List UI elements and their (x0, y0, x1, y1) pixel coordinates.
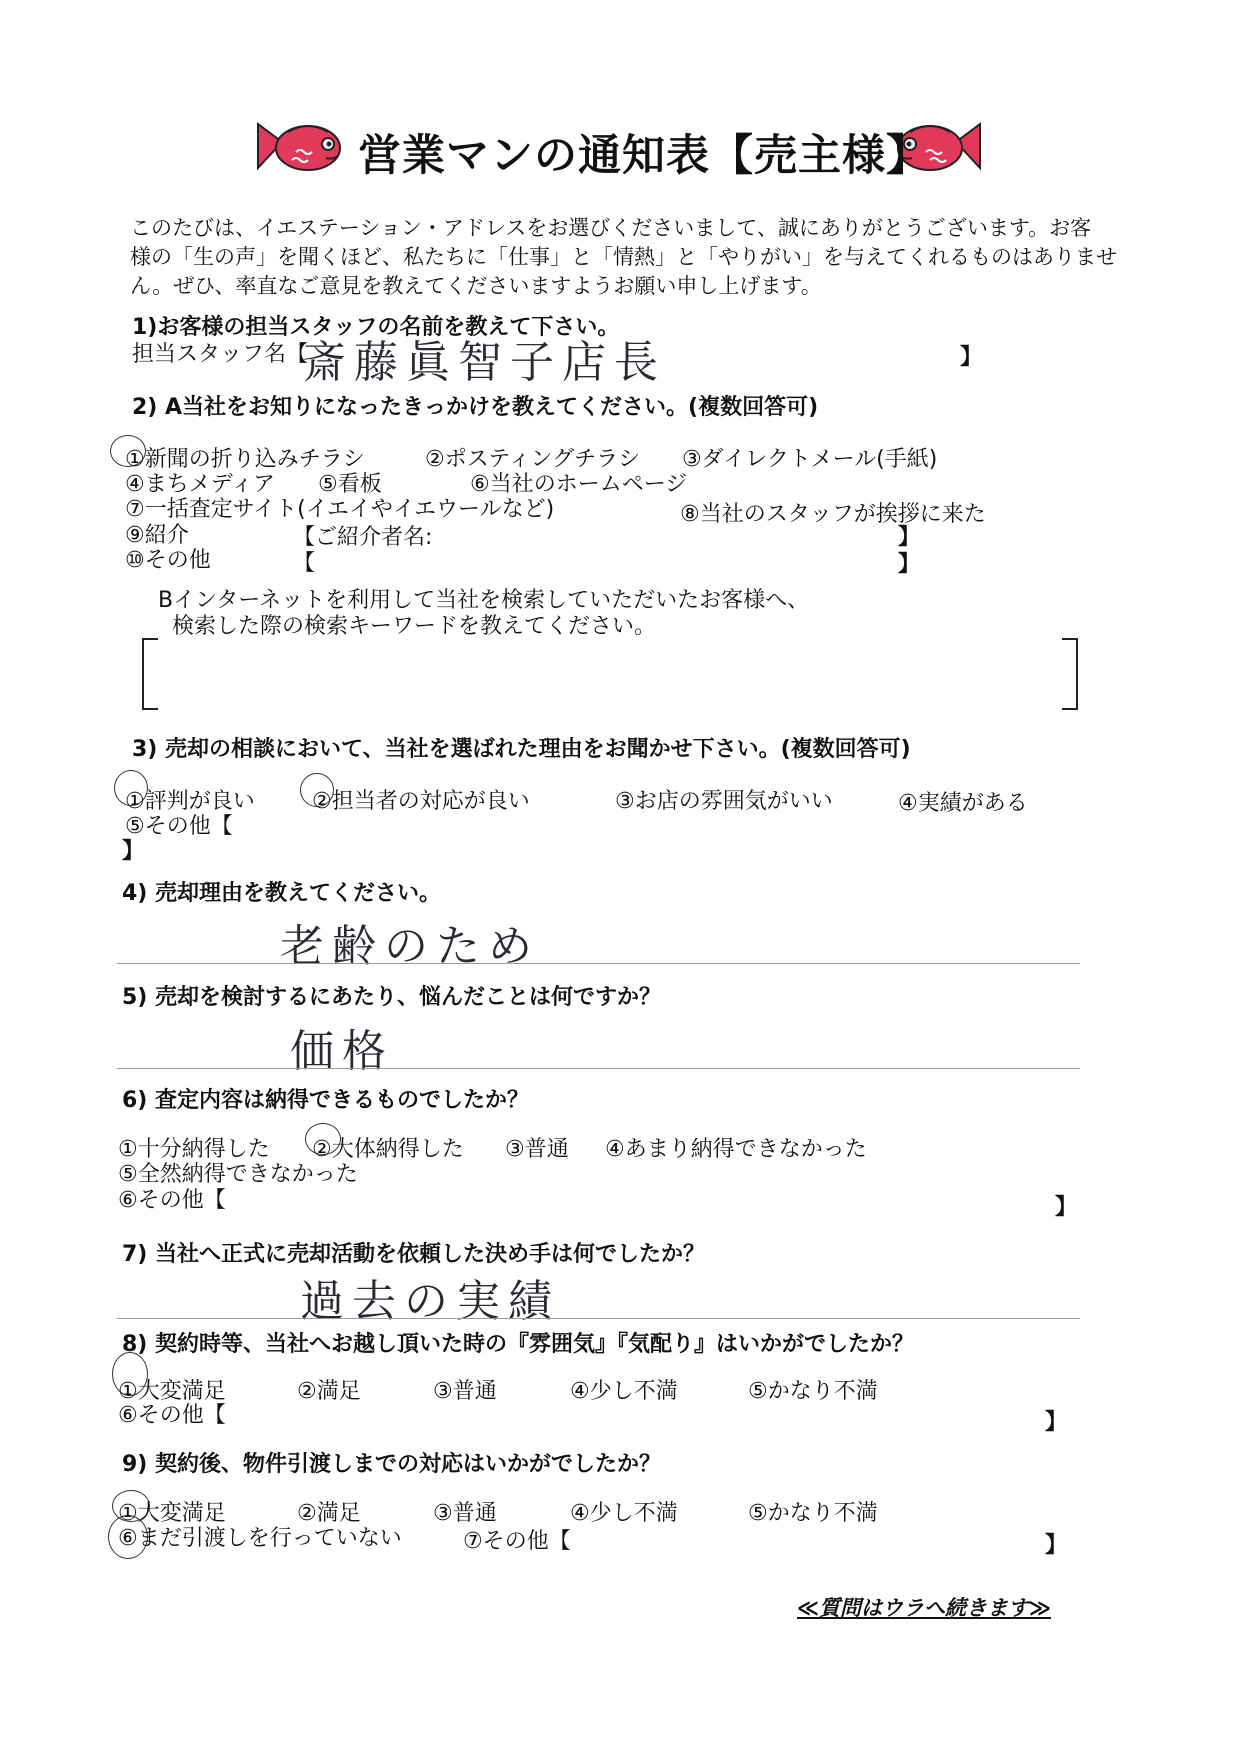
continued-note: ≪質問はウラへ続きます≫ (797, 1596, 1051, 1620)
option-other[interactable]: ⑤その他【 (125, 814, 233, 839)
option-signboard[interactable]: ⑤看板 (318, 472, 382, 497)
question-2b-line2: 検索した際の検索キーワードを教えてください。 (172, 614, 657, 639)
option-neutral[interactable]: ③普通 (433, 1379, 497, 1404)
bracket-close: 】 (898, 525, 921, 550)
option-newspaper-flyer[interactable]: ①新聞の折り込みチラシ (125, 447, 365, 472)
option-satisfied[interactable]: ②満足 (297, 1379, 361, 1404)
question-8: 8) 契約時等、当社へお越し頂いた時の『雰囲気』『気配り』はいかがでしたか？ (122, 1332, 915, 1357)
option-very-satisfied[interactable]: ①大変満足 (118, 1501, 226, 1526)
bracket-close: 】 (960, 345, 983, 370)
option-staff-visit[interactable]: ⑧当社のスタッフが挨拶に来た (680, 502, 986, 527)
option-very-dissatisfied[interactable]: ⑤かなり不満 (748, 1379, 878, 1404)
intro-line: このたびは、イエステーション・アドレスをお選びくださいまして、誠にありがとうございます。お客 (130, 216, 1092, 240)
option-referral[interactable]: ⑨紹介 (125, 523, 189, 548)
option-very-satisfied[interactable]: ①大変満足 (118, 1379, 226, 1404)
staff-name-label: 担当スタッフ名【 (132, 342, 309, 367)
bracket-close: 】 (1045, 1410, 1068, 1435)
question-2: 2) A当社をお知りになったきっかけを教えてください。(複数回答可) (132, 395, 819, 420)
option-reputation[interactable]: ①評判が良い (125, 789, 255, 814)
option-fully-satisfied[interactable]: ①十分納得した (118, 1137, 270, 1162)
page-title: 営業マンの通知表【売主様】 (358, 131, 930, 181)
option-mostly-satisfied[interactable]: ②大体納得した (312, 1137, 464, 1162)
option-not-yet-delivered[interactable]: ⑥まだ引渡しを行っていない (118, 1526, 402, 1551)
option-atmosphere[interactable]: ③お店の雰囲気がいい (615, 789, 833, 814)
option-satisfied[interactable]: ②満足 (297, 1501, 361, 1526)
option-neutral[interactable]: ③普通 (433, 1501, 497, 1526)
keyword-box-left (142, 638, 158, 710)
question-9: 9) 契約後、物件引渡しまでの対応はいかがでしたか？ (122, 1452, 662, 1477)
sea-bream-icon (248, 112, 348, 182)
bracket-close: 】 (122, 839, 145, 864)
concern-answer[interactable]: 価格 (290, 1026, 394, 1077)
answer-line (117, 963, 1080, 964)
option-direct-mail[interactable]: ③ダイレクトメール(手紙) (682, 447, 938, 472)
bracket-close: 】 (898, 552, 921, 577)
option-other[interactable]: ⑩その他 (125, 548, 211, 573)
option-other[interactable]: ⑥その他【 (118, 1403, 226, 1428)
option-slightly-dissatisfied[interactable]: ④少し不満 (570, 1501, 678, 1526)
question-4: 4) 売却理由を教えてください。 (122, 881, 442, 906)
question-3: 3) 売却の相談において、当社を選ばれた理由をお聞かせ下さい。(複数回答可) (132, 737, 911, 762)
reason-answer[interactable]: 老齢のため (280, 921, 540, 972)
option-town-media[interactable]: ④まちメディア (125, 472, 275, 497)
referrer-name-field[interactable]: 【ご紹介者名: (293, 525, 433, 550)
option-assessment-site[interactable]: ⑦一括査定サイト(イエイやイエウールなど) (125, 497, 555, 522)
bracket-close: 】 (1045, 1533, 1068, 1558)
option-not-very-satisfied[interactable]: ④あまり納得できなかった (605, 1137, 867, 1162)
option-track-record[interactable]: ④実績がある (898, 791, 1028, 816)
option-homepage[interactable]: ⑥当社のホームページ (470, 472, 688, 497)
keyword-input[interactable] (170, 640, 1050, 704)
bracket-close: 】 (1055, 1195, 1078, 1220)
option-posting-flyer[interactable]: ②ポスティングチラシ (425, 447, 641, 472)
question-6: 6) 査定内容は納得できるものでしたか？ (122, 1088, 530, 1113)
question-1: 1)お客様の担当スタッフの名前を教えて下さい。 (132, 315, 620, 340)
option-staff-response[interactable]: ②担当者の対応が良い (312, 789, 530, 814)
intro-line: 様の「生の声」を聞くほど、私たちに「仕事」と「情熱」と「やりがい」を与えてくれるものはありませ (130, 245, 1117, 269)
option-not-satisfied[interactable]: ⑤全然納得できなかった (118, 1162, 358, 1187)
staff-name-answer[interactable]: 斎藤眞智子店長 (302, 337, 666, 388)
option-slightly-dissatisfied[interactable]: ④少し不満 (570, 1379, 678, 1404)
question-5: 5) 売却を検討するにあたり、悩んだことは何ですか？ (122, 985, 662, 1010)
intro-line: ん。ぜひ、率直なご意見を教えてくださいますようお願い申し上げます。 (130, 274, 822, 298)
answer-line (117, 1318, 1080, 1319)
answer-line (117, 1068, 1080, 1069)
other-field[interactable]: 【 (293, 551, 316, 576)
option-very-dissatisfied[interactable]: ⑤かなり不満 (748, 1501, 878, 1526)
question-7: 7) 当社へ正式に売却活動を依頼した決め手は何でしたか？ (122, 1242, 706, 1267)
question-2b: Bインターネットを利用して当社を検索していただいたお客様へ、 (158, 588, 810, 613)
option-other[interactable]: ⑥その他【 (118, 1188, 226, 1213)
keyword-box-right (1062, 638, 1078, 710)
option-other[interactable]: ⑦その他【 (463, 1529, 571, 1554)
option-neutral[interactable]: ③普通 (505, 1137, 569, 1162)
decision-answer[interactable]: 過去の実績 (300, 1276, 560, 1327)
